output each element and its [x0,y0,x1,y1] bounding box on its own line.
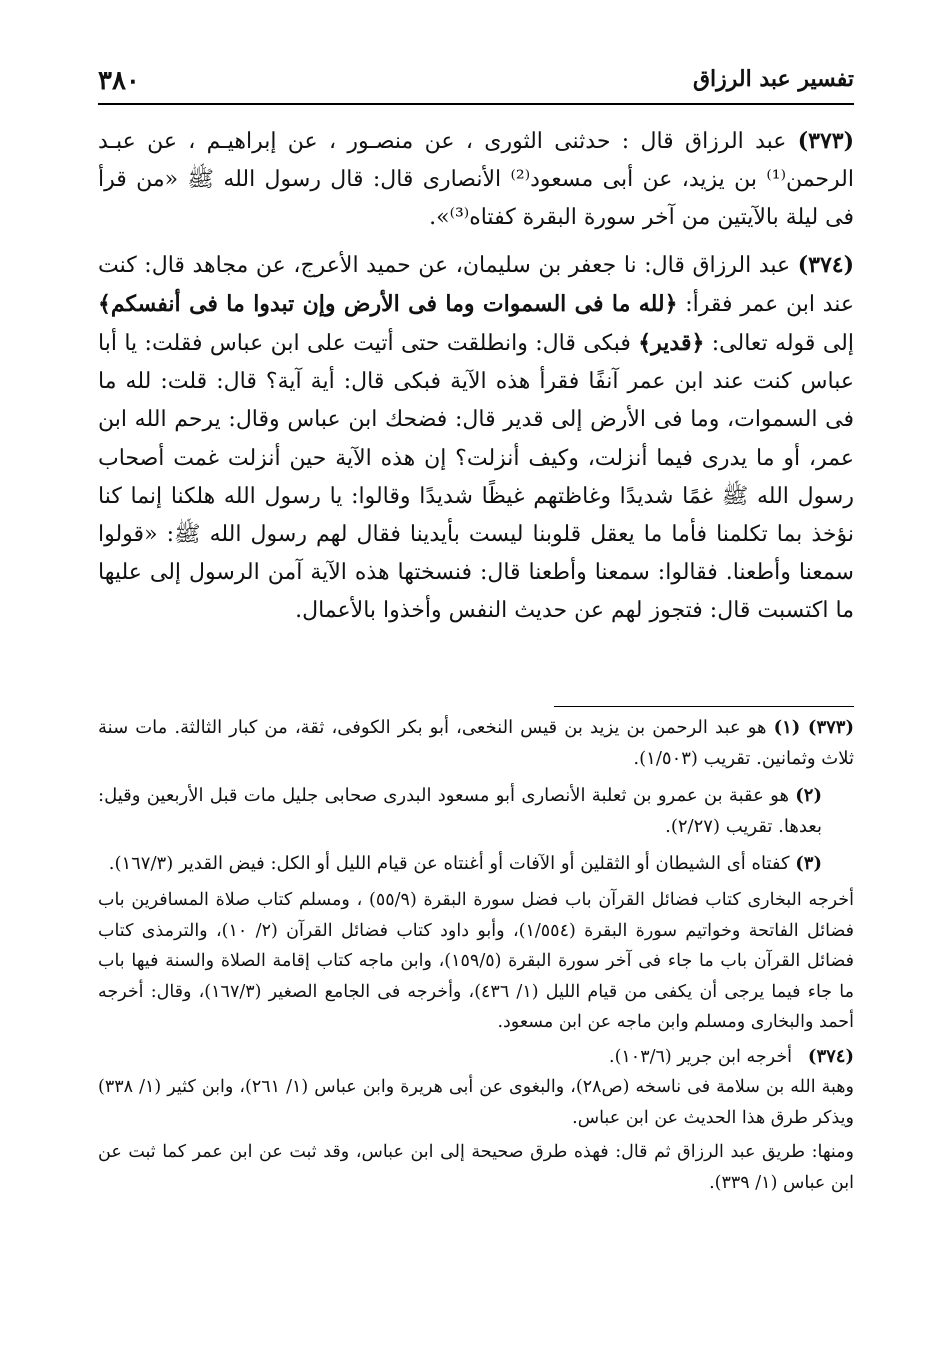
footnote-3 [98,848,854,879]
entry-373 [98,122,854,238]
takhrij-374-b: ومنها: طريق عبد الرزاق ثم قال: فهذه طرق صحيحة إلى ابن عباس، وقد ثبت عن ابن عمر كما ثبت عن ابن عباس (١/ ٣٣٩). [98,1142,854,1193]
footnote-373-1 [98,712,854,774]
footnote-tag: (٣) [795,853,822,874]
entry-text: عبد الرزاق قال: نا جعفر بن سليمان، عن حميد الأعرج، عن مجاهد قال: كنت عند ابن عمر فقرأ: [98,252,854,317]
entry-text: فبكى قال: وانطلقت حتى أتيت على ابن عباس فقلت: يا أبا عباس كنت عند ابن عمر آنفًا فقرأ هذه الآية فبكى قال: أية آية؟ قال: قلت: لله ما فى السموات، وما فى الأرض إلى قدير قال: فضحك ابن عباس وقال: يرحم الله ابن عمر، أو ما يدرى فيما أنزلت، وكيف أنزلت؟ إن هذه الآية حين أنزلت غمت أصحاب رسول الله ﷺ غمًا شديدًا وغاظتهم غيظًا شديدًا وقالوا: يا رسول الله هلكنا إنما كنا نؤخذ بما تكلمنا فأما ما يعقل قلوبنا ليست بأيدينا فقال لهم رسول الله ﷺ: «قولوا سمعنا وأطعنا. فقالوا: سمعنا وأطعنا قال: فنسختها هذه الآية آمن الرسول إلى عليها ما اكتسبت قال: فتجوز لهم عن حديث النفس وأخذوا بالأعمال. [98,331,854,624]
footnote-text: كفتاه أى الشيطان أو الثقلين أو الآفات أو أغنتاه عن قيام الليل أو الكل: فيض القدير (١٦٧/٣). [108,853,790,874]
entry-number: (٣٧٣) [797,128,854,154]
footnote-text: أخرجه ابن جرير (١٠٣/٦). [609,1046,792,1067]
quran-quote: ﴿قدير﴾ [638,330,705,357]
running-title: تفسير عبد الرزاق [692,66,854,92]
header-rule [98,103,854,105]
footnote-tag: (٣٧٣) (١) [773,717,854,738]
main-text [98,122,854,639]
footnote-rule [554,706,854,707]
takhrij-374-a: وهبة الله بن سلامة فى ناسخه (ص٢٨)، والبغوى عن أبى هريرة وابن عباس (١/ ٢٦١)، وابن كثير (١/ ٣٣٨) ويذكر طرق هذا الحديث عن ابن عباس. [98,1077,854,1128]
entry-374 [98,246,854,631]
page-number: ٣٨٠ [98,66,140,96]
entry-text: إلى قوله تعالى: [711,331,854,357]
quran-quote: ﴿لله ما فى السموات وما فى الأرض وإن تبدوا ما فى أنفسكم﴾ [98,290,678,317]
footnote-tag: (٣٧٤) [807,1045,854,1067]
footnote-2 [98,780,854,842]
footnote-tag: (٢) [795,785,822,806]
entry-number: (٣٧٤) [797,251,854,278]
entry-text: عبد الرزاق قال : حدثنى الثورى ، عن منصـور ، عن إبراهيـم ، عن عبـد الرحمن⁽¹⁾ بن يزيد، عن أبى مسعود⁽²⁾ الأنصارى قال: قال رسول الله ﷺ «من قرأ فى ليلة بالآيتين من آخر سورة البقرة كفتاه⁽³⁾». [98,129,854,231]
footnote-text: هو عبد الرحمن بن يزيد بن قيس النخعى، أبو بكر الكوفى، ثقة، من كبار الثالثة. مات سنة ثلاث وثمانين. تقريب (١/٥٠٣). [98,717,854,769]
running-header [98,66,854,100]
footnotes [98,712,854,1202]
takhrij-373: أخرجه البخارى كتاب فضائل القرآن باب فضل سورة البقرة (٥٥/٩) ، ومسلم كتاب صلاة المسافرين باب فضائل الفاتحة وخواتيم سورة البقرة (١/٥٥٤)، وأبو داود كتاب فضائل القرآن (٢/ ١٠)، والترمذى كتاب فضائل القرآن باب ما جاء فى آخر سورة البقرة (١٥٩/٥)، وابن ماجه كتاب إقامة الصلاة والسنة فيها باب ما جاء فيما يرجى أن يكفى من قيام الليل (١/ ٤٣٦)، وأخرجه فى الجامع الصغير (١٦٧/٣)، وقال: أخرجه أحمد والبخارى ومسلم وابن ماجه عن ابن مسعود. [98,890,855,1032]
footnote-text: هو عقبة بن عمرو بن ثعلبة الأنصارى أبو مسعود البدرى صحابى جليل مات قبل الأربعين وقيل: بعدها. تقريب (٢/٢٧). [98,785,822,837]
footnote-374 [98,1042,854,1073]
